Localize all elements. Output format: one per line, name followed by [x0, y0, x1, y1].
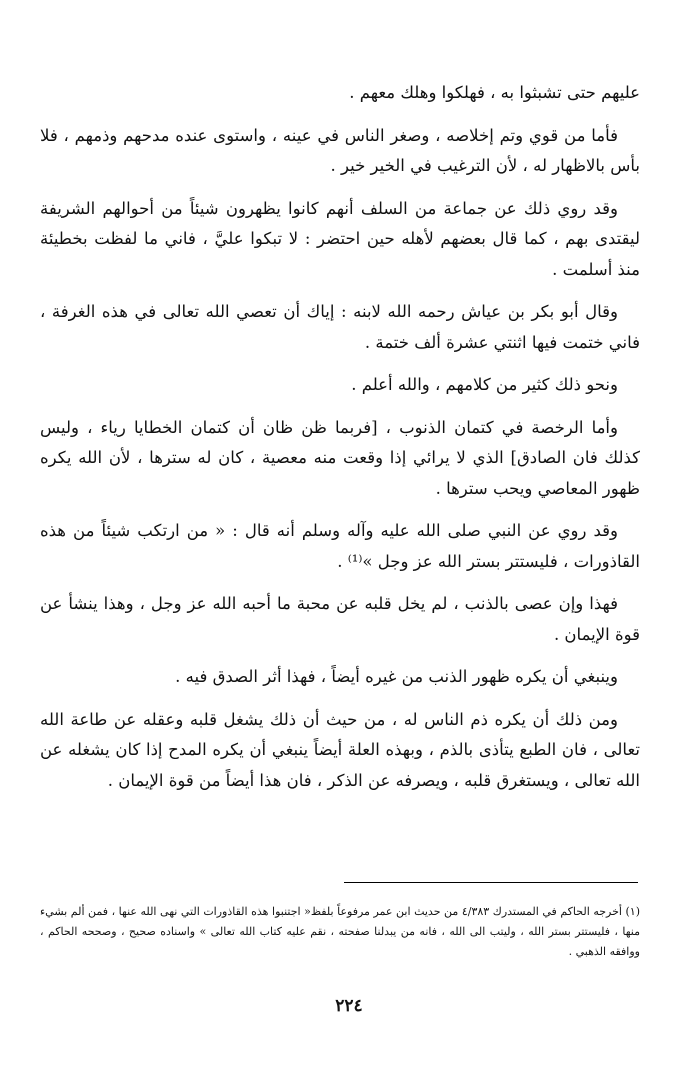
footnote-text: (١) أخرجه الحاكم في المستدرك ٤/٣٨٣ من حديث ابن عمر مرفوعاً بلفظ« اجتنبوا هذه القاذورات التي نهى الله عنها ، فمن ألم بشيء منها ، فليستتر بستر الله ، وليتب الى الله ، فانه من يبدلنا صفحته ، نقم عليه كتاب الله تعالى » واسناده صحيح ، وصححه الحاكم ، ووافقه الذهبي . [40, 905, 640, 958]
main-text [40, 78, 640, 808]
paragraph: عليهم حتى تشبثوا به ، فهلكوا وهلك معهم . [349, 83, 640, 102]
footnote-divider [344, 882, 638, 883]
paragraph: وقال أبو بكر بن عياش رحمه الله لابنه : إياك أن تعصي الله تعالى في هذه الغرفة ، فاني ختمت فيها اثنتي عشرة ألف ختمة . [40, 302, 640, 352]
paragraph: وقد روي ذلك عن جماعة من السلف أنهم كانوا يظهرون شيئاً من أحوالهم الشريفة ليقتدى بهم ، كما قال بعضهم لأهله حين احتضر : لا تبكوا عليَّ ، فاني ما لفظت بخطيئة منذ أسلمت . [40, 198, 640, 279]
paragraph: فأما من قوي وتم إخلاصه ، وصغر الناس في عينه ، واستوى عنده مدحهم وذمهم ، فلا بأس بالاظهار له ، لأن الترغيب في الخير خير . [40, 125, 640, 175]
paragraph: وينبغي أن يكره ظهور الذنب من غيره أيضاً ، فهذا أثر الصدق فيه . [175, 667, 618, 686]
page-number: ٢٢٤ [335, 996, 363, 1016]
paragraph: فهذا وإن عصى بالذنب ، لم يخل قلبه عن محبة ما أحبه الله عز وجل ، وهذا ينشأ عن قوة الإيمان . [40, 594, 640, 644]
paragraph: ونحو ذلك كثير من كلامهم ، والله أعلم . [351, 375, 618, 394]
footnote [40, 902, 640, 962]
paragraph: وقد روي عن النبي صلى الله عليه وآله وسلم أنه قال : « من ارتكب شيئاً من هذه القاذورات ، فليستتر بستر الله عز وجل »⁽¹⁾ . [40, 521, 640, 571]
paragraph: ومن ذلك أن يكره ذم الناس له ، من حيث أن ذلك يشغل قلبه وعقله عن طاعة الله تعالى ، فان الطبع يتأذى بالذم ، وبهذه العلة أيضاً ينبغي أن يكره المدح إذا كان يشغله عن الله تعالى ، ويستغرق قلبه ، ويصرفه عن الذكر ، فان هذا أيضاً من قوة الإيمان . [40, 709, 640, 790]
paragraph: وأما الرخصة في كتمان الذنوب ، [فربما ظن ظان أن كتمان الخطايا رياء ، وليس كذلك فان الصادق] الذي لا يرائي إذا وقعت منه معصية ، كان له سترها ، لأن الله يكره ظهور المعاصي ويحب سترها . [40, 417, 640, 498]
